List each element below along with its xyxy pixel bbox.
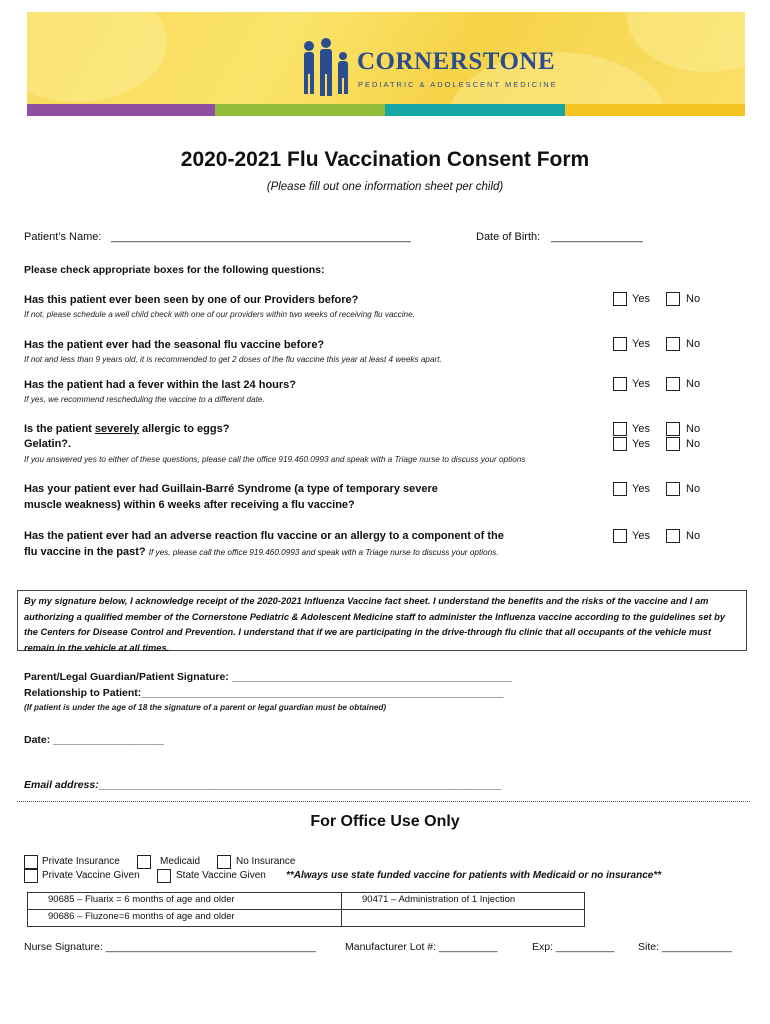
no-label: No: [686, 378, 701, 390]
no-insurance-label: No Insurance: [236, 856, 296, 867]
stripe-purple: [27, 104, 215, 116]
table-cell: 90686 – Fluzone=6 months of age and older: [28, 910, 342, 927]
no-label: No: [686, 530, 701, 542]
logo-name: CORNERSTONE: [357, 48, 556, 75]
header-banner: [27, 12, 745, 116]
office-use-title: For Office Use Only: [310, 813, 460, 830]
table-row: [28, 893, 585, 910]
dob-field[interactable]: _______________: [551, 231, 643, 243]
question-text: Has the patient ever had the seasonal flu vaccine before?: [24, 339, 325, 351]
form-subtitle: (Please fill out one information sheet per child): [266, 181, 504, 193]
private-vaccine-checkbox[interactable]: [24, 869, 38, 883]
banner-decoration: [627, 12, 745, 72]
yes-checkbox[interactable]: [613, 422, 627, 436]
yes-label: Yes: [632, 293, 650, 305]
email-field[interactable]: Email address:_____________________________________________________________________: [24, 779, 502, 791]
expiration-field[interactable]: Exp: __________: [532, 941, 615, 953]
no-label: No: [686, 338, 701, 350]
patient-name-label: Patient’s Name:: [24, 231, 102, 243]
question-text-line2: [24, 546, 499, 558]
question-text: Has the patient had a fever within the last 24 hours?: [24, 379, 297, 391]
question-note: If you answered yes to either of these questions, please call the office 919.460.0993 and speak with a Triage nurse to discuss your options: [24, 455, 526, 464]
signature-field[interactable]: Parent/Legal Guardian/Patient Signature: ________________________________________________: [24, 671, 513, 683]
no-label: No: [686, 293, 701, 305]
private-vaccine-label: Private Vaccine Given: [42, 870, 140, 881]
yes-checkbox[interactable]: [613, 377, 627, 391]
private-insurance-label: Private Insurance: [42, 856, 120, 867]
yes-checkbox[interactable]: [613, 292, 627, 306]
divider: [17, 801, 750, 802]
relationship-field[interactable]: Relationship to Patient:______________________________________________________________: [24, 687, 504, 699]
medicaid-label: Medicaid: [160, 856, 201, 867]
question-note: If yes, please call the office 919.460.0993 and speak with a Triage nurse to discuss your options.: [148, 548, 499, 557]
no-insurance-checkbox[interactable]: [217, 855, 231, 869]
logo-subtitle: PEDIATRIC & ADOLESCENT MEDICINE: [358, 80, 558, 89]
state-vaccine-checkbox[interactable]: [157, 869, 171, 883]
yes-label: Yes: [632, 423, 650, 435]
state-vaccine-label: State Vaccine Given: [176, 870, 266, 881]
no-checkbox[interactable]: [666, 482, 680, 496]
yes-checkbox[interactable]: [613, 482, 627, 496]
table-cell: 90685 – Fluarix = 6 months of age and older: [28, 893, 342, 910]
question-text-gelatin: Gelatin?.: [24, 438, 72, 450]
yes-label: Yes: [632, 438, 650, 450]
yes-checkbox[interactable]: [613, 337, 627, 351]
instructions: Please check appropriate boxes for the following questions:: [24, 264, 325, 276]
no-checkbox[interactable]: [666, 422, 680, 436]
no-checkbox[interactable]: [666, 529, 680, 543]
question-text: [24, 423, 229, 435]
consent-statement: By my signature below, I acknowledge receipt of the 2020-2021 Influenza Vaccine fact sheet. I understand the benefits and the risks of the vaccine and I am authorizing a qualified member of the Cornerstone Pediatric & Adolescent Medicine staff to administer the Influenza vaccine according to the guidelines set by the Centers for Disease Control and Prevention. I understand that if we are participating in the drive-through flu clinic that all occupants of the vehicle must remain in the vehicle at all times.: [17, 590, 747, 651]
table-row: [28, 910, 585, 927]
yes-label: Yes: [632, 378, 650, 390]
age-note: (If patient is under the age of 18 the signature of a parent or legal guardian must be obtained): [24, 703, 387, 712]
date-field[interactable]: Date: ___________________: [24, 734, 165, 746]
question-text: flu vaccine in the past?: [24, 546, 146, 558]
question-text: muscle weakness) within 6 weeks after receiving a flu vaccine?: [24, 499, 355, 511]
lot-number-field[interactable]: Manufacturer Lot #: __________: [345, 941, 498, 953]
yes-checkbox[interactable]: [613, 529, 627, 543]
no-label: No: [686, 483, 701, 495]
yes-checkbox[interactable]: [613, 437, 627, 451]
banner-decoration: [27, 12, 167, 102]
question-emphasis: severely: [94, 423, 139, 435]
patient-name-field[interactable]: _________________________________________________: [111, 231, 411, 243]
no-checkbox[interactable]: [666, 292, 680, 306]
nurse-signature-field[interactable]: Nurse Signature: ____________________________________: [24, 941, 316, 953]
question-text-part: allergic to eggs?: [138, 423, 230, 435]
question-text: Has your patient ever had Guillain-Barré Syndrome (a type of temporary severe: [24, 483, 438, 495]
no-label: No: [686, 438, 701, 450]
question-text: Has the patient ever had an adverse reaction flu vaccine or an allergy to a component of the: [24, 530, 504, 542]
stripe-green: [215, 104, 385, 116]
yes-label: Yes: [632, 338, 650, 350]
stripe-yellow: [565, 104, 745, 116]
family-figures-icon: [299, 38, 355, 96]
billing-codes-table: [27, 892, 585, 927]
no-checkbox[interactable]: [666, 377, 680, 391]
private-insurance-checkbox[interactable]: [24, 855, 38, 869]
question-text-part: Is the patient: [24, 423, 95, 435]
question-note: If yes, we recommend rescheduling the vaccine to a different date.: [24, 395, 265, 404]
question-text: Has this patient ever been seen by one of our Providers before?: [24, 294, 359, 306]
table-cell: 90471 – Administration of 1 Injection: [342, 893, 585, 910]
yes-label: Yes: [632, 530, 650, 542]
yes-label: Yes: [632, 483, 650, 495]
medicaid-checkbox[interactable]: [137, 855, 151, 869]
no-checkbox[interactable]: [666, 437, 680, 451]
state-vaccine-note: **Always use state funded vaccine for patients with Medicaid or no insurance**: [286, 870, 662, 881]
question-note: If not, please schedule a well child check with one of our providers within two weeks of receiving flu vaccine.: [24, 310, 415, 319]
table-cell: [342, 910, 585, 927]
question-note: If not and less than 9 years old, it is recommended to get 2 doses of the flu vaccine this year at least 4 weeks apart.: [24, 355, 442, 364]
no-checkbox[interactable]: [666, 337, 680, 351]
no-label: No: [686, 423, 701, 435]
site-field[interactable]: Site: ____________: [638, 941, 733, 953]
dob-label: Date of Birth:: [476, 231, 541, 243]
stripe-teal: [385, 104, 565, 116]
form-title: 2020-2021 Flu Vaccination Consent Form: [180, 148, 590, 171]
